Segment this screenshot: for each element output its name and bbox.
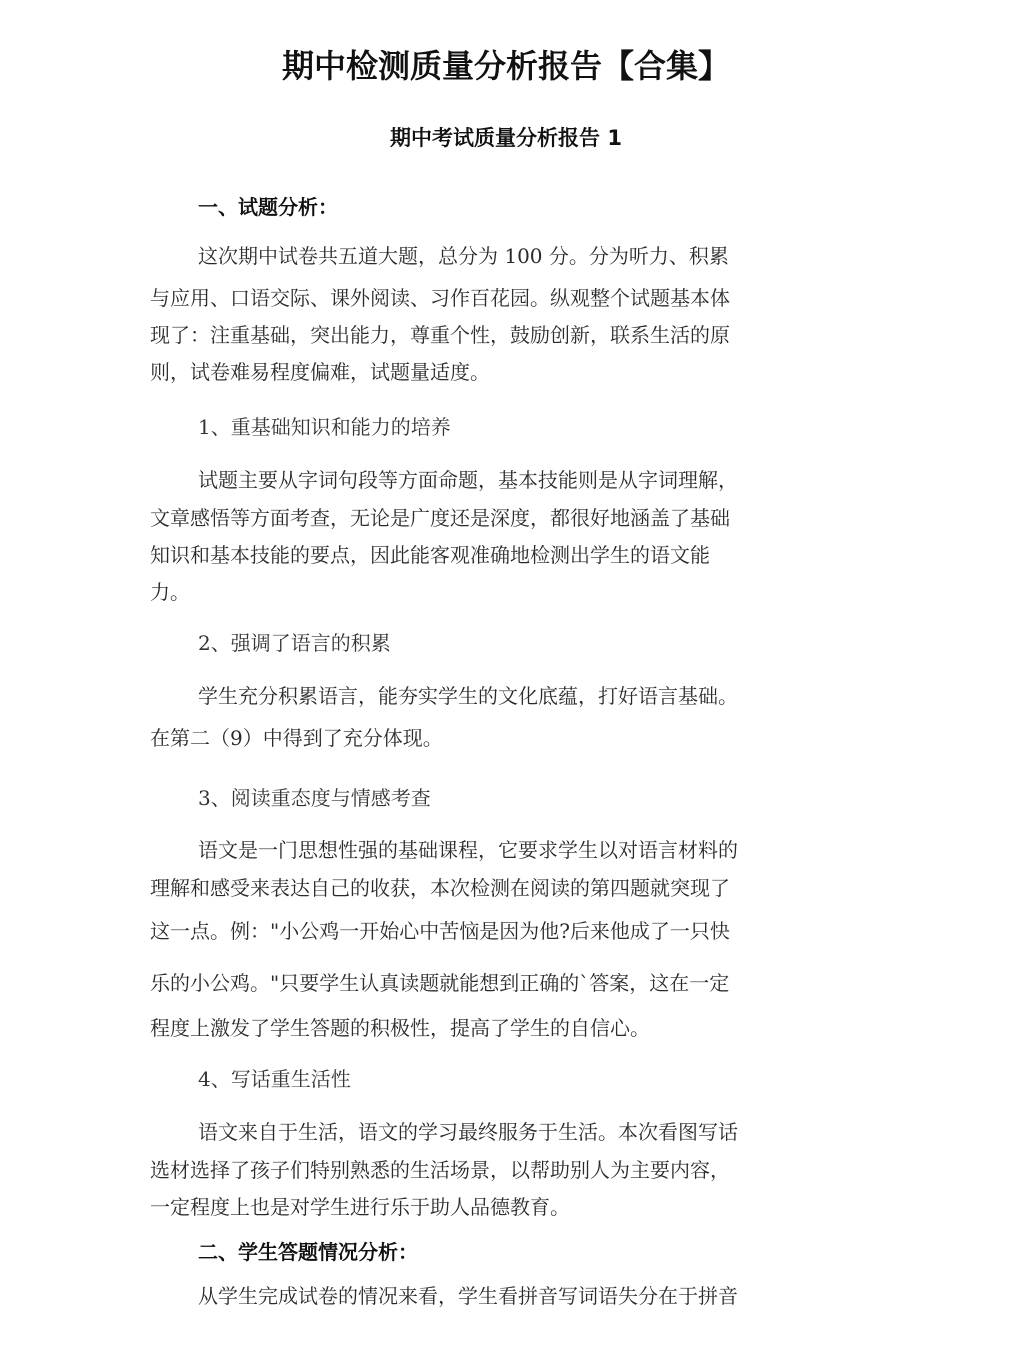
paragraph-line: 乐的小公鸡。"只要学生认真读题就能想到正确的`答案，这在一定	[150, 971, 730, 995]
subheading-2: 2、强调了语言的积累	[198, 631, 391, 655]
paragraph-6	[150, 1280, 855, 1312]
paragraph-line: 文章感悟等方面考查，无论是广度还是深度，都很好地涵盖了基础	[150, 506, 730, 530]
subheading-1: 1、重基础知识和能力的培养	[198, 415, 451, 439]
paragraph-4	[150, 834, 855, 1044]
subheading-3: 3、阅读重态度与情感考查	[198, 786, 431, 810]
paragraph-3	[150, 680, 855, 754]
paragraph-line: 现了：注重基础，突出能力，尊重个性，鼓励创新，联系生活的原	[150, 323, 730, 347]
paragraph-line: 力。	[150, 580, 190, 604]
paragraph-line: 理解和感受来表达自己的收获，本次检测在阅读的第四题就突现了	[150, 876, 730, 900]
paragraph-2	[150, 464, 855, 613]
document-title: 期中检测质量分析报告【合集】	[281, 47, 730, 85]
paragraph-line: 语文来自于生活，语文的学习最终服务于生活。本次看图写话	[198, 1120, 738, 1144]
section-heading-1: 一、试题分析：	[198, 195, 338, 219]
paragraph-line: 与应用、口语交际、课外阅读、习作百花园。纵观整个试题基本体	[150, 286, 730, 310]
document-subtitle: 期中考试质量分析报告 1	[390, 126, 622, 150]
paragraph-line: 则，试卷难易程度偏难，试题量适度。	[150, 360, 490, 384]
paragraph-line: 选材选择了孩子们特别熟悉的生活场景，以帮助别人为主要内容，	[150, 1158, 730, 1182]
paragraph-line: 在第二（9）中得到了充分体现。	[150, 726, 443, 750]
subheading-4: 4、写话重生活性	[198, 1067, 351, 1091]
paragraph-1	[150, 240, 855, 393]
paragraph-line: 程度上激发了学生答题的积极性，提高了学生的自信心。	[150, 1016, 650, 1040]
paragraph-line: 这次期中试卷共五道大题，总分为 100 分。分为听力、积累	[198, 244, 729, 268]
paragraph-line: 一定程度上也是对学生进行乐于助人品德教育。	[150, 1195, 570, 1219]
paragraph-line: 从学生完成试卷的情况来看，学生看拼音写词语失分在于拼音	[198, 1284, 738, 1308]
paragraph-5	[150, 1116, 855, 1223]
paragraph-line: 这一点。例："小公鸡一开始心中苦恼是因为他?后来他成了一只快	[150, 919, 730, 943]
section-heading-2: 二、学生答题情况分析：	[198, 1240, 418, 1264]
paragraph-line: 试题主要从字词句段等方面命题，基本技能则是从字词理解，	[198, 468, 738, 492]
paragraph-line: 语文是一门思想性强的基础课程，它要求学生以对语言材料的	[198, 838, 738, 862]
paragraph-line: 学生充分积累语言，能夯实学生的文化底蕴，打好语言基础。	[198, 684, 738, 708]
paragraph-line: 知识和基本技能的要点，因此能客观准确地检测出学生的语文能	[150, 543, 710, 567]
